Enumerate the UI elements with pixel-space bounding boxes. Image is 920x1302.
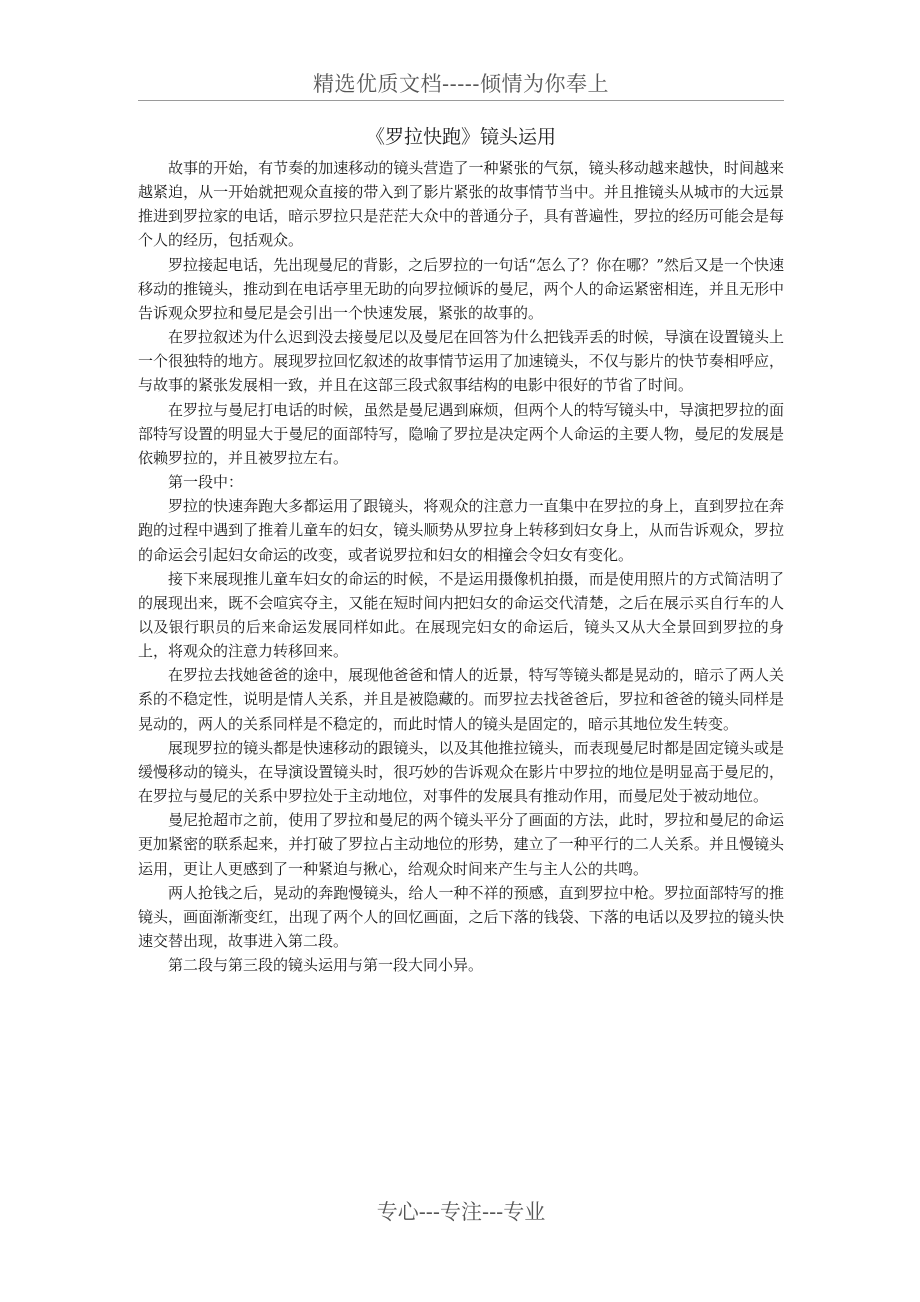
paragraph: 第二段与第三段的镜头运用与第一段大同小异。: [168, 956, 484, 975]
header-divider: [138, 100, 784, 101]
paragraph: 展现罗拉的镜头都是快速移动的跟镜头，以及其他推拉镜头，而表现曼尼时都是固定镜头或是缓慢移动的镜头，在导演设置镜头时，很巧妙的告诉观众在影片中罗拉的地位是明显高于曼尼的，在罗拉与曼尼的关系中罗拉处于主动地位，对事件的发展具有推动作用，而曼尼处于被动地位。: [138, 738, 784, 806]
paragraph: 罗拉的快速奔跑大多都运用了跟镜头，将观众的注意力一直集中在罗拉的身上，直到罗拉在奔跑的过程中遇到了推着儿童车的妇女，镜头顺势从罗拉身上转移到妇女身上，从而告诉观众，罗拉的命运会引起妇女命运的改变，或者说罗拉和妇女的相撞会令妇女有变化。: [138, 497, 784, 564]
paragraph: 罗拉接起电话，先出现曼尼的背影，之后罗拉的一句话“怎么了？你在哪？”然后又是一个快速移动的推镜头，推动到在电话亭里无助的向罗拉倾诉的曼尼，两个人的命运紧密相连，并且无形中告诉观众罗拉和曼尼是会引出一个快速发展，紧张的故事的。: [138, 255, 784, 322]
page-footer: 专心---专注---专业: [376, 1200, 546, 1224]
page-header: 精选优质文档-----倾情为你奉上: [313, 72, 609, 96]
section-heading: 第一段中：: [168, 473, 244, 492]
document-title: 《罗拉快跑》镜头运用: [365, 126, 556, 148]
paragraph: 故事的开始，有节奏的加速移动的镜头营造了一种紧张的气氛，镜头移动越来越快，时间越来越紧迫，从一开始就把观众直接的带入到了影片紧张的故事情节当中。并且推镜头从城市的大远景推进到罗拉家的电话，暗示罗拉只是茫茫大众中的普通分子，具有普遍性，罗拉的经历可能会是每个人的经历，包括观众。: [138, 159, 784, 250]
paragraph: 在罗拉与曼尼打电话的时候，虽然是曼尼遇到麻烦，但两个人的特写镜头中，导演把罗拉的面部特写设置的明显大于曼尼的面部特写，隐喻了罗拉是决定两个人命运的主要人物，曼尼的发展是依赖罗拉的，并且被罗拉左右。: [138, 400, 784, 467]
paragraph: 在罗拉叙述为什么迟到没去接曼尼以及曼尼在回答为什么把钱弄丢的时候，导演在设置镜头上一个很独特的地方。展现罗拉回忆叙述的故事情节运用了加速镜头，不仅与影片的快节奏相呼应，与故事的紧张发展相一致，并且在这部三段式叙事结构的电影中很好的节省了时间。: [138, 328, 784, 395]
paragraph: 曼尼抢超市之前，使用了罗拉和曼尼的两个镜头平分了画面的方法，此时，罗拉和曼尼的命运更加紧密的联系起来，并打破了罗拉占主动地位的形势，建立了一种平行的二人关系。并且慢镜头运用，更让人更感到了一种紧迫与揪心，给观众时间来产生与主人公的共鸣。: [138, 811, 784, 878]
paragraph: 两人抢钱之后，晃动的奔跑慢镜头，给人一种不祥的预感，直到罗拉中枪。罗拉面部特写的推镜头，画面渐渐变红，出现了两个人的回忆画面，之后下落的钱袋、下落的电话以及罗拉的镜头快速交替出现，故事进入第二段。: [138, 883, 784, 950]
paragraph: 在罗拉去找她爸爸的途中，展现他爸爸和情人的近景，特写等镜头都是晃动的，暗示了两人关系的不稳定性，说明是情人关系，并且是被隐藏的。而罗拉去找爸爸后，罗拉和爸爸的镜头同样是晃动的，两人的关系同样是不稳定的，而此时情人的镜头是固定的，暗示其地位发生转变。: [138, 666, 784, 733]
paragraph: 接下来展现推儿童车妇女的命运的时候，不是运用摄像机拍摄，而是使用照片的方式简洁明了的展现出来，既不会喧宾夺主，又能在短时间内把妇女的命运交代清楚，之后在展示买自行车的人以及银行职员的后来命运发展同样如此。在展现完妇女的命运后，镜头又从大全景回到罗拉的身上，将观众的注意力转移回来。: [138, 569, 784, 661]
document-body: [138, 156, 784, 977]
